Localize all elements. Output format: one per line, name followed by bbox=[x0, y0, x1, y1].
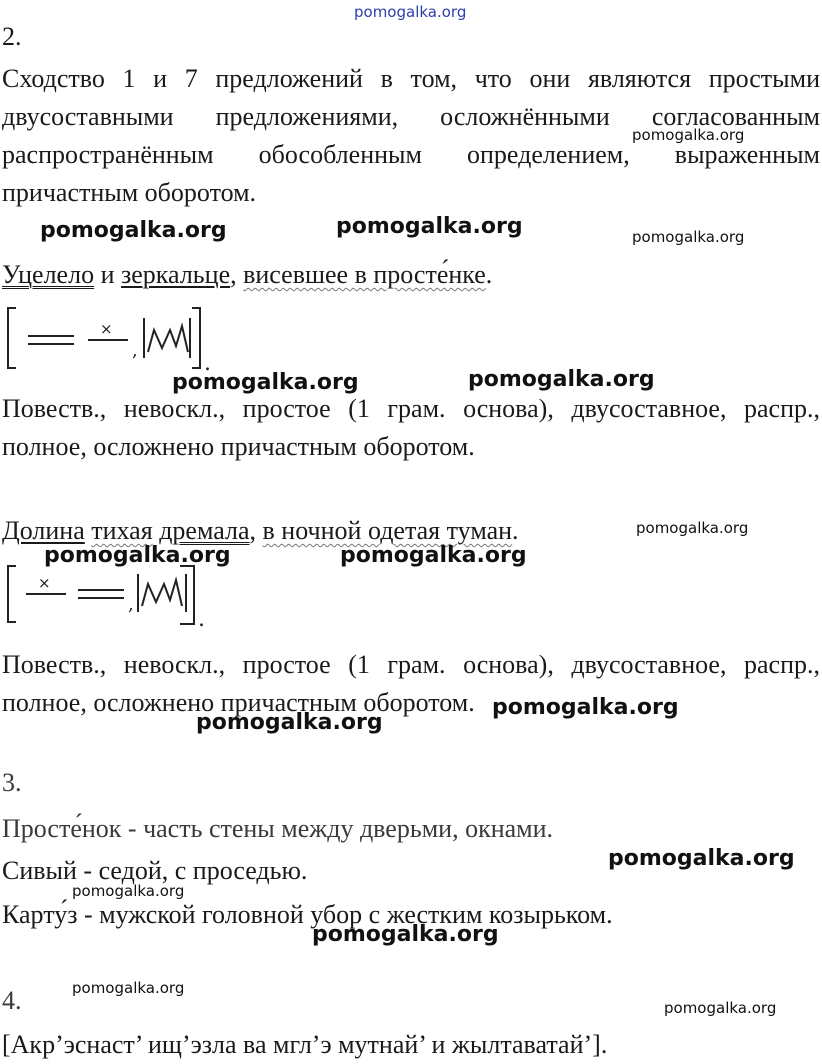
watermark-13[interactable]: pomogalka.org bbox=[72, 882, 185, 900]
analysis-2-line-2: полное, осложнено причастным оборотом. bbox=[2, 688, 475, 717]
watermark-15[interactable]: pomogalka.org bbox=[72, 979, 185, 997]
subject-word: Долина bbox=[2, 516, 85, 545]
analysis-1-line-1: Повеств., невоскл., простое (1 грам. основа), двусоставное, распр., bbox=[2, 394, 820, 423]
watermark-2[interactable]: pomogalka.org bbox=[40, 218, 227, 243]
analysis-2-paragraph bbox=[2, 646, 820, 722]
sentence-1-scheme-mark: × bbox=[100, 320, 113, 338]
watermark-14[interactable]: pomogalka.org bbox=[312, 922, 499, 947]
sentence-2-scheme-mark: × bbox=[38, 574, 51, 592]
sentence-1-space: и bbox=[94, 260, 121, 289]
watermark-10[interactable]: pomogalka.org bbox=[492, 695, 679, 720]
intro-line-4: причастным оборотом. bbox=[2, 178, 257, 207]
site-watermark-top[interactable]: pomogalka.org bbox=[354, 3, 467, 21]
watermark-3[interactable]: pomogalka.org bbox=[336, 214, 523, 239]
watermark-11[interactable]: pomogalka.org bbox=[196, 710, 383, 735]
analysis-2-line-1: Повеств., невоскл., простое (1 грам. основа), двусоставное, распр., bbox=[2, 650, 820, 679]
transcription-line: [Акр’эснаст’ ищ’эзла ва мгл’э мутнай’ и жылтаватай’]. bbox=[2, 1030, 608, 1059]
watermark-5[interactable]: pomogalka.org bbox=[172, 370, 359, 395]
sentence-1-scheme-icon bbox=[8, 308, 200, 368]
predicate-word: Уцелело bbox=[2, 260, 95, 289]
definition-kartuz: Карту́з - мужской головной убор с жестким козырьком. bbox=[2, 900, 613, 929]
subject-word: зеркальце bbox=[121, 260, 231, 289]
attribute-word: тихая bbox=[91, 516, 153, 545]
definition-prostenok: Просте́нок - часть стены между дверьми, окнами. bbox=[2, 814, 554, 843]
intro-line-3: распространённым обособленным определением, выраженным bbox=[2, 140, 820, 169]
watermark-4[interactable]: pomogalka.org bbox=[632, 228, 745, 246]
sentence-2-scheme-icon bbox=[8, 566, 194, 624]
sentence-1-comma: , bbox=[230, 260, 244, 289]
intro-line-2: двусоставными предложениями, осложнёнными согласованным bbox=[2, 102, 820, 131]
sentence-2-period: . bbox=[512, 516, 519, 545]
analysis-1-line-2: полное, осложнено причастным оборотом. bbox=[2, 432, 475, 461]
sentence-1-period: . bbox=[485, 260, 493, 289]
task-3-number: 3. bbox=[2, 768, 22, 797]
predicate-word: дремала bbox=[159, 516, 250, 545]
watermark-16[interactable]: pomogalka.org bbox=[664, 999, 777, 1017]
watermark-6[interactable]: pomogalka.org bbox=[468, 367, 655, 392]
definition-sivyy: Сивый - седой, с проседью. bbox=[2, 856, 308, 885]
sentence-1-scheme-diagram bbox=[4, 304, 224, 374]
svg-text:,: , bbox=[132, 340, 138, 361]
watermark-12[interactable]: pomogalka.org bbox=[608, 846, 795, 871]
watermark-9[interactable]: pomogalka.org bbox=[340, 543, 527, 568]
svg-text:.: . bbox=[204, 351, 211, 374]
watermark-7[interactable]: pomogalka.org bbox=[636, 519, 749, 537]
example-sentence-1 bbox=[2, 256, 492, 294]
svg-text:.: . bbox=[198, 607, 205, 630]
task-2-number: 2. bbox=[2, 22, 22, 51]
intro-line-1: Сходство 1 и 7 предложений в том, что они являются простыми bbox=[2, 64, 820, 93]
analysis-1-paragraph bbox=[2, 390, 820, 466]
sentence-2-comma: , bbox=[249, 516, 263, 545]
participial-phrase: висевшее в просте́нке bbox=[243, 260, 486, 289]
participial-phrase: в ночной одетая туман bbox=[262, 516, 513, 545]
watermark-1[interactable]: pomogalka.org bbox=[632, 126, 745, 144]
sentence-2-scheme-diagram bbox=[4, 560, 224, 630]
svg-text:,: , bbox=[128, 594, 134, 615]
watermark-8[interactable]: pomogalka.org bbox=[44, 543, 231, 568]
task-4-number: 4. bbox=[2, 986, 22, 1015]
